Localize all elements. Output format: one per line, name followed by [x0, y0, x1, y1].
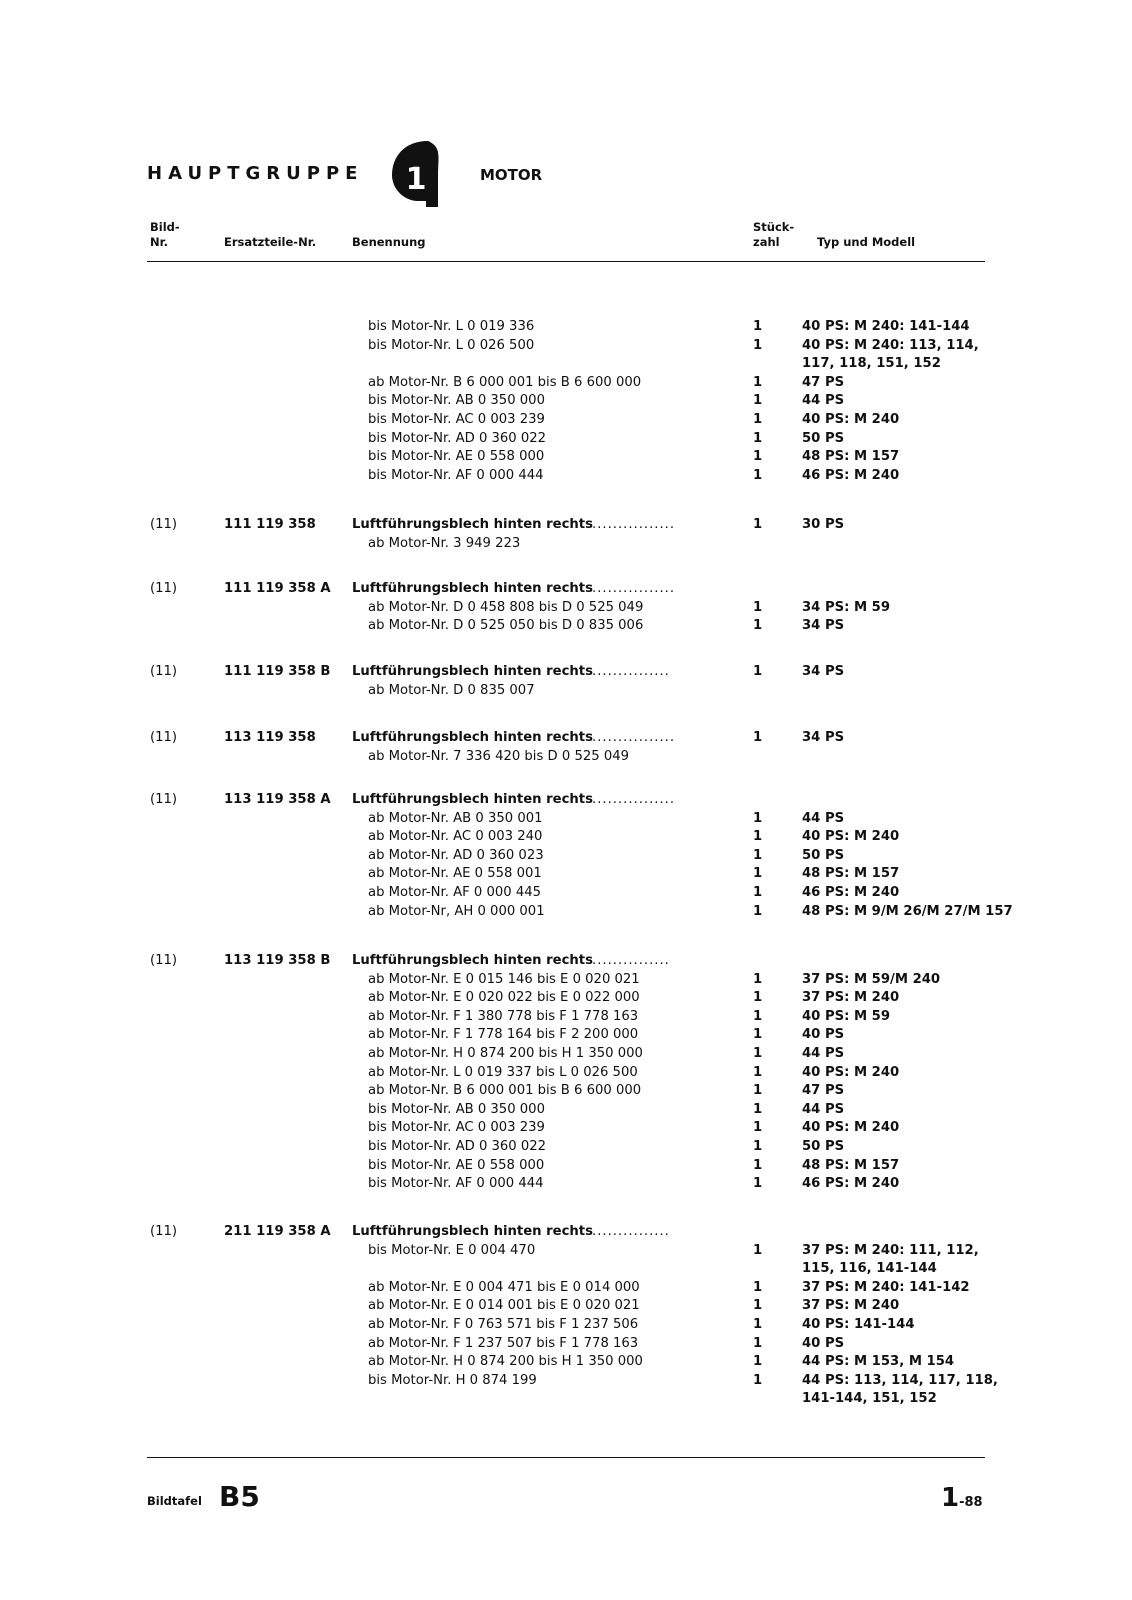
table-row [0, 599, 1132, 618]
quantity: 1 [753, 411, 763, 427]
col-bild-line2: Nr. [150, 235, 169, 249]
description: bis Motor-Nr. AF 0 000 444 [368, 1176, 544, 1192]
part-name: Luftführungsblech hinten rechts [352, 730, 593, 745]
page-minor: -88 [959, 1495, 983, 1510]
col-name: Benennung [352, 235, 426, 249]
table-row [0, 1157, 1132, 1176]
type-model: 44 PS [802, 393, 845, 409]
description: ab Motor-Nr. AF 0 000 445 [368, 884, 542, 900]
group-title: MOTOR [480, 166, 543, 184]
table-row [0, 1260, 1132, 1279]
description: ab Motor-Nr. B 6 000 001 bis B 6 600 000 [368, 1083, 642, 1099]
bild-ref: (11) [150, 953, 178, 968]
description: ab Motor-Nr. D 0 525 050 bis D 0 835 006 [368, 618, 644, 634]
quantity: 1 [753, 430, 763, 446]
description: bis Motor-Nr. AB 0 350 000 [368, 1101, 545, 1117]
table-row [0, 663, 1132, 682]
quantity: 1 [753, 1354, 763, 1370]
parts-group [0, 729, 1132, 766]
description: ab Motor-Nr. F 1 380 778 bis F 1 778 163 [368, 1008, 639, 1024]
part-name: Luftführungsblech hinten rechts [352, 1224, 593, 1239]
table-row [0, 1138, 1132, 1157]
table-row [0, 1008, 1132, 1027]
type-model: 40 PS: M 240 [802, 411, 900, 427]
table-row [0, 617, 1132, 636]
description: bis Motor-Nr. H 0 874 199 [368, 1372, 537, 1388]
type-model: 34 PS [802, 618, 845, 634]
plate-code: B5 [219, 1480, 260, 1513]
table-row [0, 516, 1132, 535]
col-qty-line1: Stück- [753, 220, 795, 234]
description: bis Motor-Nr. AE 0 558 000 [368, 1157, 545, 1173]
col-type: Typ und Modell [817, 235, 916, 249]
quantity: 1 [753, 599, 763, 615]
type-model: 40 PS [802, 1335, 845, 1351]
group-number-badge [390, 137, 446, 209]
type-model: 34 PS [802, 664, 845, 679]
type-model: 37 PS: M 240: 141-142 [802, 1279, 970, 1295]
type-model: 37 PS: M 59/M 240 [802, 971, 941, 987]
description: ab Motor-Nr. H 0 874 200 bis H 1 350 000 [368, 1045, 643, 1061]
type-model: 48 PS: M 9/M 26/M 27/M 157 [802, 903, 1013, 919]
page-major: 1 [941, 1483, 960, 1513]
table-row [0, 411, 1132, 430]
table-row [0, 1372, 1132, 1391]
description: ab Motor-Nr. AD 0 360 023 [368, 847, 544, 863]
bild-ref: (11) [150, 730, 178, 745]
table-row [0, 1316, 1132, 1335]
quantity: 1 [753, 1120, 763, 1136]
description: ab Motor-Nr. D 0 835 007 [368, 682, 535, 698]
type-model: 46 PS: M 240 [802, 884, 900, 900]
description: bis Motor-Nr. AC 0 003 239 [368, 411, 545, 427]
description: ab Motor-Nr. 7 336 420 bis D 0 525 049 [368, 748, 629, 764]
page-number [941, 1483, 983, 1513]
quantity: 1 [753, 829, 763, 845]
description: ab Motor-Nr. E 0 020 022 bis E 0 022 000 [368, 990, 640, 1006]
quantity: 1 [753, 517, 763, 532]
col-qty [753, 220, 794, 250]
part-number: 211 119 358 A [224, 1224, 331, 1239]
quantity: 1 [753, 393, 763, 409]
table-row [0, 1223, 1132, 1242]
table-row [0, 318, 1132, 337]
col-part-number: Ersatzteile-Nr. [224, 235, 317, 249]
part-number: 111 119 358 A [224, 581, 331, 596]
type-model: 48 PS: M 157 [802, 1157, 900, 1173]
type-model: 37 PS: M 240 [802, 1298, 900, 1314]
description: bis Motor-Nr. AF 0 000 444 [368, 467, 544, 483]
part-number: 113 119 358 A [224, 792, 331, 807]
description: bis Motor-Nr. AB 0 350 000 [368, 393, 545, 409]
type-model: 48 PS: M 157 [802, 449, 900, 465]
type-model: 40 PS: M 59 [802, 1008, 891, 1024]
col-qty-line2: zahl [753, 235, 780, 249]
description: ab Motor-Nr. D 0 458 808 bis D 0 525 049 [368, 599, 644, 615]
header-rule [147, 261, 985, 262]
type-model: 40 PS: M 240 [802, 1120, 900, 1136]
description: ab Motor-Nr. L 0 019 337 bis L 0 026 500 [368, 1064, 638, 1080]
type-model: 115, 116, 141-144 [802, 1261, 937, 1277]
type-model: 30 PS [802, 517, 845, 532]
leader-dots: ............... [592, 953, 670, 968]
table-row [0, 1335, 1132, 1354]
description: ab Motor-Nr. F 1 237 507 bis F 1 778 163 [368, 1335, 639, 1351]
quantity: 1 [753, 1008, 763, 1024]
part-name: Luftführungsblech hinten rechts [352, 581, 593, 596]
part-name: Luftführungsblech hinten rechts [352, 517, 593, 532]
type-model: 46 PS: M 240 [802, 467, 900, 483]
quantity: 1 [753, 1064, 763, 1080]
table-row [0, 1026, 1132, 1045]
table-row [0, 1297, 1132, 1316]
description: ab Motor-Nr. F 0 763 571 bis F 1 237 506 [368, 1316, 639, 1332]
type-model: 46 PS: M 240 [802, 1176, 900, 1192]
type-model: 44 PS [802, 1045, 845, 1061]
table-row [0, 355, 1132, 374]
quantity: 1 [753, 319, 763, 334]
table-row [0, 1390, 1132, 1409]
parts-group [0, 791, 1132, 921]
parts-group [0, 580, 1132, 636]
quantity: 1 [753, 847, 763, 863]
type-model: 34 PS [802, 730, 845, 745]
parts-group [0, 516, 1132, 553]
table-row [0, 884, 1132, 903]
type-model: 44 PS [802, 810, 845, 826]
quantity: 1 [753, 1138, 763, 1154]
quantity: 1 [753, 1157, 763, 1173]
type-model: 50 PS [802, 847, 845, 863]
type-model: 44 PS: 113, 114, 117, 118, [802, 1372, 998, 1388]
description: bis Motor-Nr. L 0 019 336 [368, 319, 535, 334]
leader-dots: ............... [592, 1224, 670, 1239]
col-bild [150, 220, 180, 250]
table-row [0, 1101, 1132, 1120]
type-model: 44 PS [802, 1101, 845, 1117]
part-number: 113 119 358 [224, 730, 316, 745]
type-model: 141-144, 151, 152 [802, 1391, 937, 1407]
description: bis Motor-Nr. AE 0 558 000 [368, 449, 545, 465]
table-row [0, 847, 1132, 866]
table-row [0, 580, 1132, 599]
type-model: 40 PS: M 240: 113, 114, [802, 337, 979, 353]
description: ab Motor-Nr. H 0 874 200 bis H 1 350 000 [368, 1354, 643, 1370]
table-row [0, 392, 1132, 411]
type-model: 40 PS: 141-144 [802, 1316, 915, 1332]
table-row [0, 448, 1132, 467]
table-row [0, 682, 1132, 701]
quantity: 1 [753, 618, 763, 634]
type-model: 40 PS: M 240 [802, 829, 900, 845]
table-row [0, 952, 1132, 971]
table-row [0, 1082, 1132, 1101]
table-row [0, 467, 1132, 486]
part-name: Luftführungsblech hinten rechts [352, 664, 593, 679]
type-model: 37 PS: M 240 [802, 990, 900, 1006]
leader-dots: ................ [592, 792, 676, 807]
part-name: Luftführungsblech hinten rechts [352, 792, 593, 807]
quantity: 1 [753, 1101, 763, 1117]
table-row [0, 1242, 1132, 1261]
parts-group [0, 1223, 1132, 1409]
quantity: 1 [753, 866, 763, 882]
table-row [0, 1353, 1132, 1372]
quantity: 1 [753, 810, 763, 826]
table-row [0, 791, 1132, 810]
quantity: 1 [753, 884, 763, 900]
quantity: 1 [753, 1045, 763, 1061]
type-model: 40 PS: M 240: 141-144 [802, 319, 970, 334]
table-row [0, 903, 1132, 922]
type-model: 37 PS: M 240: 111, 112, [802, 1242, 979, 1258]
table-row [0, 430, 1132, 449]
table-row [0, 1119, 1132, 1138]
type-model: 48 PS: M 157 [802, 866, 900, 882]
description: ab Motor-Nr. AB 0 350 001 [368, 810, 543, 826]
quantity: 1 [753, 1176, 763, 1192]
bild-ref: (11) [150, 581, 178, 596]
type-model: 47 PS [802, 1083, 845, 1099]
type-model: 50 PS [802, 1138, 845, 1154]
quantity: 1 [753, 990, 763, 1006]
quantity: 1 [753, 1027, 763, 1043]
part-number: 113 119 358 B [224, 953, 331, 968]
description: ab Motor-Nr. E 0 004 471 bis E 0 014 000 [368, 1279, 640, 1295]
description: bis Motor-Nr. AC 0 003 239 [368, 1120, 545, 1136]
footer-rule [147, 1457, 985, 1458]
bild-ref: (11) [150, 792, 178, 807]
leader-dots: ................ [592, 730, 676, 745]
description: bis Motor-Nr. E 0 004 470 [368, 1242, 536, 1258]
description: ab Motor-Nr. AE 0 558 001 [368, 866, 542, 882]
table-row [0, 1045, 1132, 1064]
quantity: 1 [753, 903, 763, 919]
quantity: 1 [753, 730, 763, 745]
quantity: 1 [753, 1242, 763, 1258]
quantity: 1 [753, 467, 763, 483]
plate-label: Bildtafel [147, 1494, 202, 1508]
quantity: 1 [753, 337, 763, 353]
table-row [0, 535, 1132, 554]
type-model: 47 PS [802, 374, 845, 390]
table-row [0, 828, 1132, 847]
quantity: 1 [753, 971, 763, 987]
bild-ref: (11) [150, 517, 178, 532]
bild-ref: (11) [150, 1224, 178, 1239]
quantity: 1 [753, 664, 763, 679]
quantity: 1 [753, 1316, 763, 1332]
description: ab Motor-Nr. AC 0 003 240 [368, 829, 543, 845]
description: ab Motor-Nr. 3 949 223 [368, 535, 521, 551]
type-model: 44 PS: M 153, M 154 [802, 1354, 955, 1370]
description: bis Motor-Nr. AD 0 360 022 [368, 430, 547, 446]
table-row [0, 810, 1132, 829]
table-row [0, 865, 1132, 884]
table-row [0, 1175, 1132, 1194]
type-model: 40 PS [802, 1027, 845, 1043]
table-row [0, 374, 1132, 393]
quantity: 1 [753, 1372, 763, 1388]
description: ab Motor-Nr. F 1 778 164 bis F 2 200 000 [368, 1027, 639, 1043]
table-row [0, 729, 1132, 748]
description: ab Motor-Nr. B 6 000 001 bis B 6 600 000 [368, 374, 642, 390]
table-row [0, 337, 1132, 356]
description: ab Motor-Nr. E 0 014 001 bis E 0 020 021 [368, 1298, 640, 1314]
type-model: 40 PS: M 240 [802, 1064, 900, 1080]
quantity: 1 [753, 1335, 763, 1351]
parts-group [0, 663, 1132, 700]
col-bild-line1: Bild- [150, 220, 180, 234]
quantity: 1 [753, 449, 763, 465]
group-number: 1 [405, 162, 427, 197]
table-row [0, 971, 1132, 990]
quantity: 1 [753, 374, 763, 390]
parts-group [0, 952, 1132, 1194]
part-number: 111 119 358 [224, 517, 316, 532]
quantity: 1 [753, 1083, 763, 1099]
parts-group [0, 318, 1132, 485]
quantity: 1 [753, 1279, 763, 1295]
type-model: 117, 118, 151, 152 [802, 356, 941, 372]
table-row [0, 748, 1132, 767]
table-row [0, 989, 1132, 1008]
bild-ref: (11) [150, 664, 178, 679]
leader-dots: ................ [592, 581, 676, 596]
leader-dots: ............... [592, 664, 670, 679]
part-name: Luftführungsblech hinten rechts [352, 953, 593, 968]
group-label: HAUPTGRUPPE [147, 163, 364, 184]
description: bis Motor-Nr. AD 0 360 022 [368, 1138, 547, 1154]
quantity: 1 [753, 1298, 763, 1314]
part-number: 111 119 358 B [224, 664, 331, 679]
description: ab Motor-Nr. E 0 015 146 bis E 0 020 021 [368, 971, 640, 987]
type-model: 50 PS [802, 430, 845, 446]
table-row [0, 1064, 1132, 1083]
description: ab Motor-Nr, AH 0 000 001 [368, 903, 545, 919]
type-model: 34 PS: M 59 [802, 599, 891, 615]
description: bis Motor-Nr. L 0 026 500 [368, 337, 535, 353]
leader-dots: ................ [592, 517, 676, 532]
table-row [0, 1279, 1132, 1298]
